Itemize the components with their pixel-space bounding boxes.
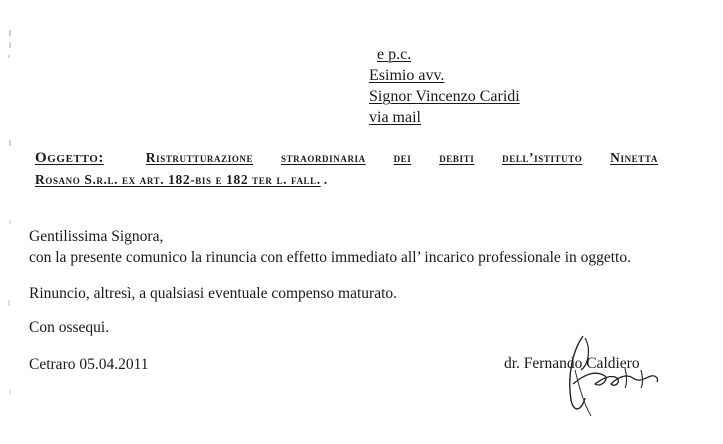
signatory-name: dr. Fernando Caldiero — [504, 355, 640, 372]
subject-label: Oggetto: — [35, 150, 104, 166]
scan-edge-marks — [4, 0, 14, 444]
recipient-name: Signor Vincenzo Caridi — [369, 88, 520, 105]
subject-end-dot: . — [323, 172, 328, 187]
subject-line-1 — [35, 147, 658, 169]
subject-word: Ninetta — [610, 150, 658, 165]
handwritten-signature — [555, 330, 665, 420]
recipient-via: via mail — [369, 109, 421, 126]
body-paragraph-2: Rinuncio, altresì, a qualsiasi eventuale compenso maturato. — [29, 285, 398, 302]
subject-word: straordinaria — [280, 150, 366, 165]
salutation: Gentilissima Signora, — [29, 228, 164, 245]
recipient-epc: e p.c. — [377, 46, 412, 63]
subject-word: dell’istituto — [502, 150, 583, 165]
subject-word: debiti — [439, 150, 475, 165]
subject-line-2: Rosano S.r.l. ex art. 182-bis e 182 ter l. fall. — [35, 172, 321, 187]
body-paragraph-1: con la presente comunico la rinuncia con effetto immediato all’ incarico professionale in oggetto. — [29, 249, 631, 266]
subject-block — [35, 147, 658, 191]
subject-word: Ristrutturazione — [145, 150, 254, 165]
subject-line-2-wrap — [35, 169, 658, 191]
recipient-block — [369, 44, 520, 128]
subject-word: dei — [393, 150, 412, 165]
place-date: Cetraro 05.04.2011 — [29, 356, 149, 373]
recipient-greeting: Esimio avv. — [369, 67, 445, 84]
closing: Con ossequi. — [29, 319, 110, 336]
